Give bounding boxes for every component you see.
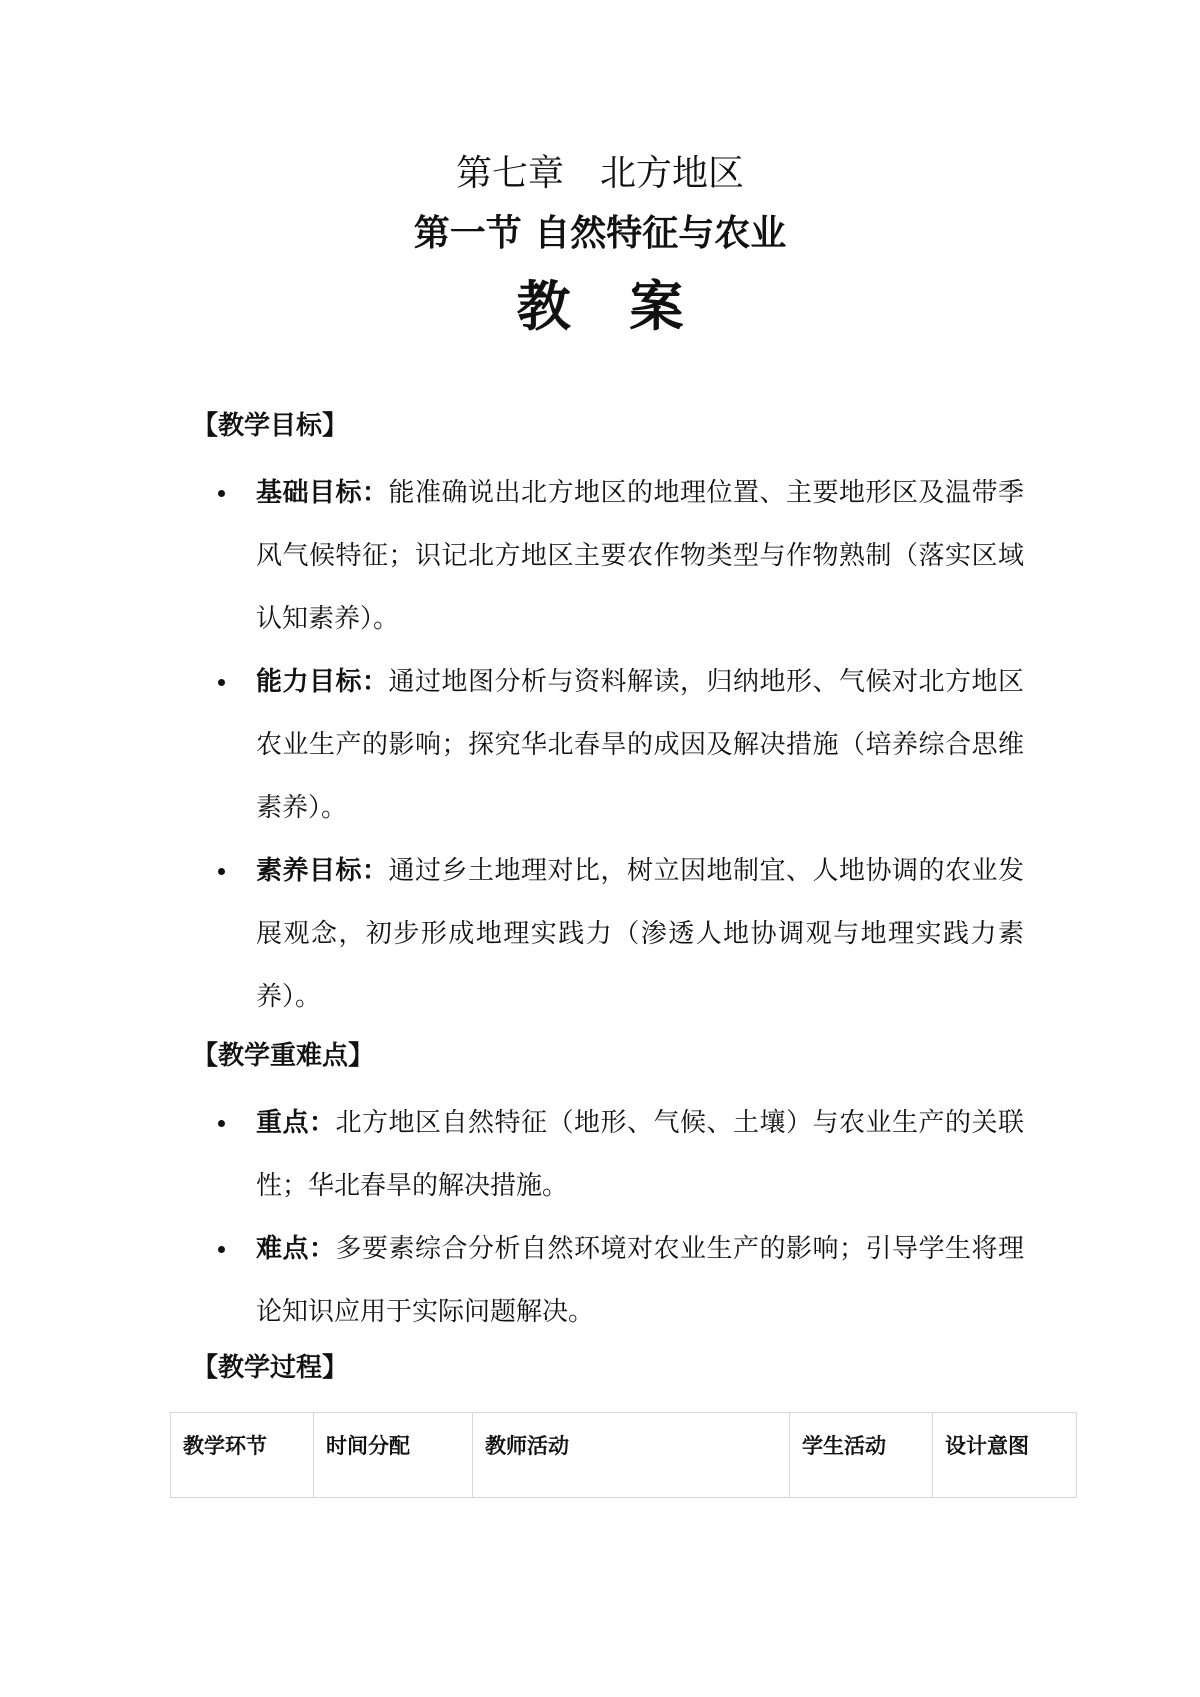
column-header: 教师活动 xyxy=(473,1413,790,1498)
column-header: 教学环节 xyxy=(171,1413,314,1498)
bullet-icon xyxy=(218,679,225,686)
chapter-title: 第七章 北方地区 xyxy=(455,153,744,194)
column-header: 设计意图 xyxy=(933,1413,1077,1498)
document-type-title: 教 案 xyxy=(516,275,704,338)
bullet-icon xyxy=(218,1120,225,1127)
objective-text: 通过乡土地理对比，树立因地制宜、人地协调的农业发展观念，初步形成地理实践力（渗透人地协调观与地理实践力素养）。 xyxy=(256,856,1024,1012)
column-header: 学生活动 xyxy=(790,1413,933,1498)
objective-text: 能准确说出北方地区的地理位置、主要地形区及温带季风气候特征；识记北方地区主要农作物类型与作物熟制（落实区域认知素养）。 xyxy=(256,478,1024,634)
objective-text: 通过地图分析与资料解读，归纳地形、气候对北方地区农业生产的影响；探究华北春旱的成因及解决措施（培养综合思维素养）。 xyxy=(256,667,1024,823)
key-point-label: 难点： xyxy=(256,1234,336,1264)
objective-label: 基础目标： xyxy=(256,478,389,508)
process-heading: 【教学过程】 xyxy=(192,1353,349,1383)
list-item xyxy=(218,651,1024,840)
key-point-text: 北方地区自然特征（地形、气候、土壤）与农业生产的关联性；华北春旱的解决措施。 xyxy=(256,1108,1024,1201)
table-header-row xyxy=(171,1413,1077,1498)
objectives-heading: 【教学目标】 xyxy=(192,411,349,441)
list-item xyxy=(218,840,1024,1029)
objective-label: 能力目标： xyxy=(256,667,389,697)
bullet-icon xyxy=(218,868,225,875)
title-block xyxy=(0,150,1200,342)
list-item xyxy=(218,462,1024,651)
key-point-label: 重点： xyxy=(256,1108,336,1138)
section-title: 第一节 自然特征与农业 xyxy=(413,213,787,254)
bullet-icon xyxy=(218,490,225,497)
objective-label: 素养目标： xyxy=(256,856,389,886)
key-points-heading: 【教学重难点】 xyxy=(192,1041,375,1071)
bullet-icon xyxy=(218,1246,225,1253)
key-point-text: 多要素综合分析自然环境对农业生产的影响；引导学生将理论知识应用于实际问题解决。 xyxy=(256,1234,1024,1327)
objectives-list xyxy=(218,462,1024,1029)
column-header: 时间分配 xyxy=(314,1413,473,1498)
list-item xyxy=(218,1218,1024,1344)
key-points-list xyxy=(218,1092,1024,1344)
process-table xyxy=(170,1412,1077,1498)
list-item xyxy=(218,1092,1024,1218)
